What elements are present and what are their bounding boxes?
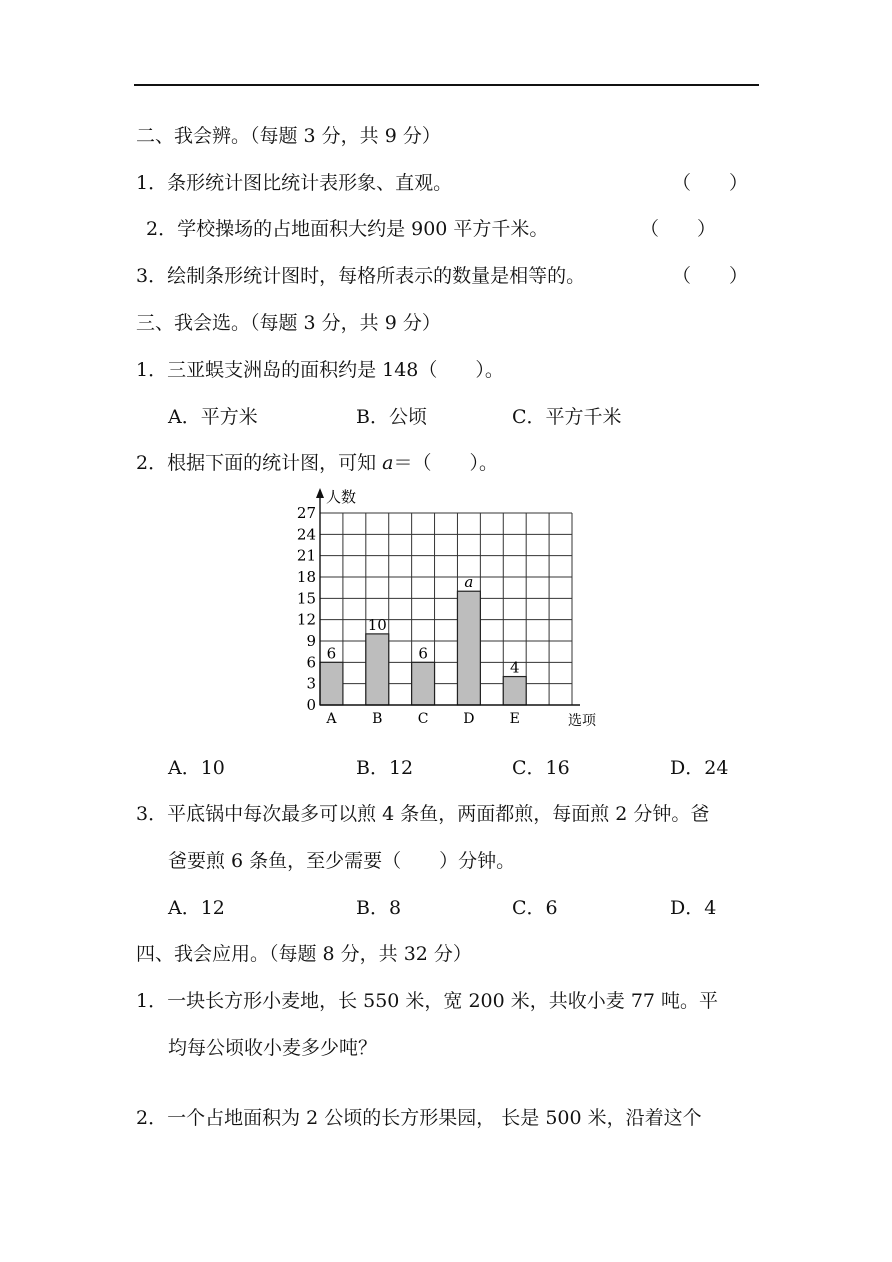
sec3-q1-option-c[interactable]: C．平方千米 xyxy=(512,406,622,428)
data-label-D: a xyxy=(464,573,474,592)
chart-grid xyxy=(320,513,572,705)
x-tick-label-A: A xyxy=(326,711,337,727)
y-tick-label: 21 xyxy=(296,546,316,565)
x-tick-label-E: E xyxy=(509,711,520,727)
x-axis-label: 选项 xyxy=(568,713,596,729)
y-axis-arrow xyxy=(316,488,324,498)
sec3-q1-option-b[interactable]: B．公顷 xyxy=(356,406,427,428)
sec3-q2-prefix: 2．根据下面的统计图，可知 xyxy=(136,452,383,474)
sec2-question-1: 1．条形统计图比统计表形象、直观。 xyxy=(136,172,453,194)
bar-B xyxy=(366,634,389,705)
sec3-question-3-line-1: 3．平底锅中每次最多可以煎 4 条鱼，两面都煎，每面煎 2 分钟。爸 xyxy=(136,803,710,825)
y-axis-label: 人数 xyxy=(326,488,357,506)
y-tick-label: 15 xyxy=(296,589,316,608)
sec2-q3-answer-blank[interactable]: （ ） xyxy=(672,265,749,287)
data-label-B: 10 xyxy=(367,615,387,634)
y-tick-label: 12 xyxy=(296,610,316,629)
data-label-A: 6 xyxy=(326,644,337,663)
bar-D xyxy=(457,591,480,705)
y-tick-label: 9 xyxy=(306,632,316,650)
y-tick-label: 6 xyxy=(306,653,316,672)
chart-axes xyxy=(316,488,580,705)
sec2-question-2: 2．学校操场的占地面积大约是 900 平方千米。 xyxy=(146,218,549,240)
sec3-q2-option-a[interactable]: A．10 xyxy=(168,757,225,779)
sec3-q2-option-d[interactable]: D．24 xyxy=(670,757,729,779)
sec3-question-3-line-2: 爸要煎 6 条鱼，至少需要（ ）分钟。 xyxy=(168,850,516,872)
section-3-heading: 三、我会选。（每题 3 分，共 9 分） xyxy=(136,312,441,334)
x-tick-label-D: D xyxy=(463,711,475,727)
bar-E xyxy=(503,677,526,705)
header-rule xyxy=(134,84,759,86)
x-tick-label-C: C xyxy=(417,711,429,727)
sec3-q2-suffix: ＝（ ）。 xyxy=(393,452,498,474)
y-tick-label: 27 xyxy=(296,504,316,522)
x-tick-label-B: B xyxy=(372,711,383,727)
sec4-question-1-line-1: 1．一块长方形小麦地，长 550 米，宽 200 米，共收小麦 77 吨。平 xyxy=(136,990,719,1012)
y-tick-label: 0 xyxy=(306,696,316,714)
sec4-question-1-line-2: 均每公顷收小麦多少吨？ xyxy=(168,1037,378,1059)
sec3-q1-option-a[interactable]: A．平方米 xyxy=(168,406,258,428)
sec2-question-3: 3．绘制条形统计图时，每格所表示的数量是相等的。 xyxy=(136,265,586,287)
section-4-heading: 四、我会应用。（每题 8 分，共 32 分） xyxy=(136,943,472,965)
bar-chart xyxy=(290,480,620,740)
sec2-q1-answer-blank[interactable]: （ ） xyxy=(672,172,749,194)
sec3-q3-option-b[interactable]: B．8 xyxy=(356,897,402,919)
sec3-q2-variable: a xyxy=(382,452,394,474)
sec3-question-2 xyxy=(136,451,498,475)
sec3-q2-option-b[interactable]: B．12 xyxy=(356,757,414,779)
sec3-q3-option-d[interactable]: D．4 xyxy=(670,897,717,919)
data-label-E: 4 xyxy=(509,658,520,677)
y-tick-label: 3 xyxy=(306,674,316,693)
sec4-question-2-line-1: 2．一个占地面积为 2 公顷的长方形果园， 长是 500 米，沿着这个 xyxy=(136,1107,702,1129)
bar-C xyxy=(412,662,435,705)
sec3-question-1: 1．三亚蜈支洲岛的面积约是 148（ ）。 xyxy=(136,359,504,381)
data-label-C: 6 xyxy=(418,644,428,663)
y-tick-label: 18 xyxy=(296,568,316,586)
section-2-heading: 二、我会辨。（每题 3 分，共 9 分） xyxy=(136,125,441,147)
sec3-q3-option-c[interactable]: C．6 xyxy=(512,897,558,919)
bar-A xyxy=(320,662,343,705)
sec3-q2-option-c[interactable]: C．16 xyxy=(512,757,570,779)
y-tick-label: 24 xyxy=(296,525,316,544)
sec3-q3-option-a[interactable]: A．12 xyxy=(168,897,225,919)
sec2-q2-answer-blank[interactable]: （ ） xyxy=(640,218,717,240)
